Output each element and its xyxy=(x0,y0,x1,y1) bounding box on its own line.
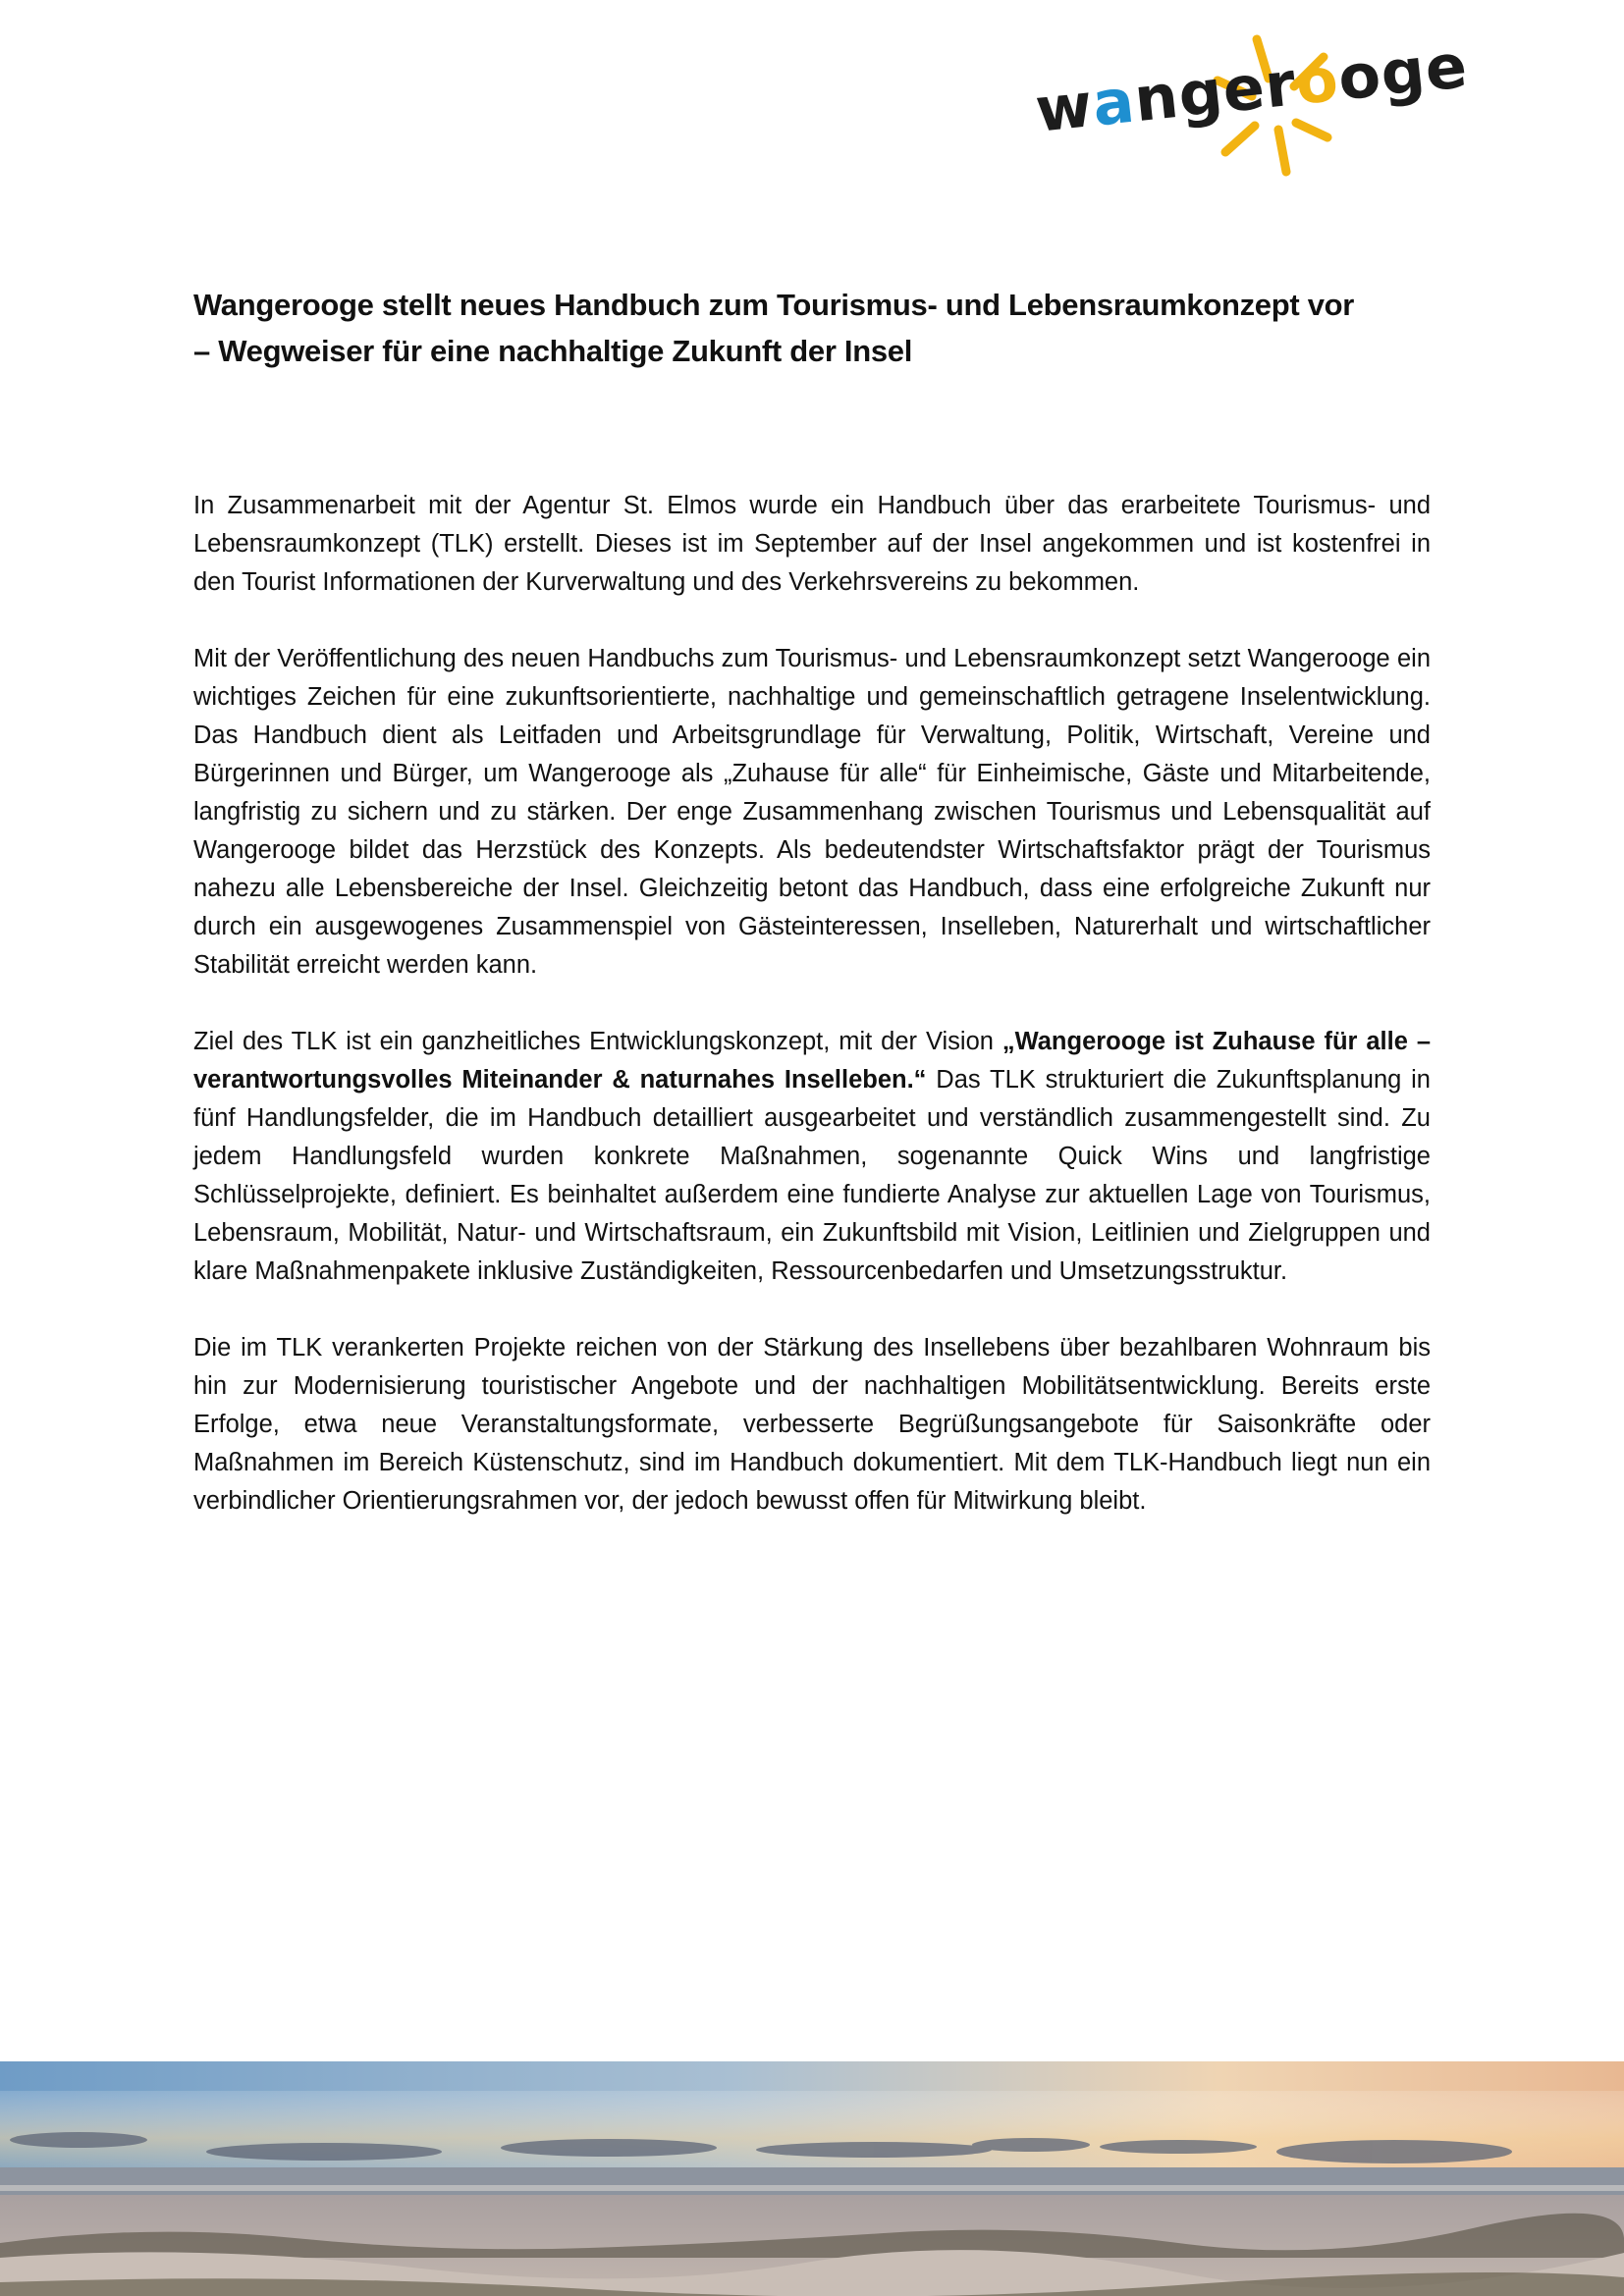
logo-wordmark: wangerooge xyxy=(1032,29,1472,146)
title-line-1: Wangerooge stellt neues Handbuch zum Tourismus- und Lebensraumkonzept vor xyxy=(193,288,1355,322)
page-title xyxy=(193,282,1431,374)
paragraph-vision: Ziel des TLK ist ein ganzheitliches Entwicklungskonzept, mit der Vision „Wangerooge ist Zuhause für alle – verantwortungsvolles Miteinander & naturnahes Inselleben.“ Das TLK strukturiert die Zukunftsplanung in fünf Handlungsfelder, die im Handbuch detailliert ausgearbeitet und verständlich zusammengestellt sind. Zu jedem Handlungsfeld wurden konkrete Maßnahmen, sogenannte Quick Wins und langfristige Schlüsselprojekte, definiert. Es beinhaltet außerdem eine fundierte Analyse zur aktuellen Lage von Tourismus, Lebensraum, Mobilität, Natur- und Wirtschaftsraum, ein Zukunftsbild mit Vision, Leitlinien und Zielgruppen und klare Maßnahmenpakete inklusive Zuständigkeiten, Ressourcenbedarfen und Umsetzungsstruktur. xyxy=(193,1028,1431,1285)
beach-dune-panorama xyxy=(0,2061,1624,2296)
vision-statement: „Wangerooge ist Zuhause für alle – verantwortungsvolles Miteinander & naturnahes Inselleben.“ xyxy=(193,1028,1431,1094)
wave-letter: a xyxy=(1089,64,1139,140)
title-line-2: – Wegweiser für eine nachhaltige Zukunft der Insel xyxy=(193,334,913,368)
article-body xyxy=(193,487,1431,1559)
sun-letter: o xyxy=(1292,42,1343,119)
wangerooge-logo xyxy=(1026,29,1472,185)
paragraph-publication: Mit der Veröffentlichung des neuen Handbuchs zum Tourismus- und Lebensraumkonzept setzt Wangerooge ein wichtiges Zeichen für eine zukunftsorientierte, nachhaltige und gemeinschaftlich getragene Inselentwicklung. Das Handbuch dient als Leitfaden und Arbeitsgrundlage für Verwaltung, Politik, Wirtschaft, Vereine und Bürgerinnen und Bürger, um Wangerooge als „Zuhause für alle“ für Einheimische, Gäste und Mitarbeitende, langfristig zu sichern und zu stärken. Der enge Zusammenhang zwischen Tourismus und Lebensqualität auf Wangerooge bildet das Herzstück des Konzepts. Als bedeutendster Wirtschaftsfaktor prägt der Tourismus nahezu alle Lebensbereiche der Insel. Gleichzeitig betont das Handbuch, dass eine erfolgreiche Zukunft nur durch ein ausgewogenes Zusammenspiel von Gästeinteressen, Inselleben, Naturerhalt und wirtschaftlicher Stabilität erreicht werden kann. xyxy=(193,645,1431,979)
paragraph-intro: In Zusammenarbeit mit der Agentur St. Elmos wurde ein Handbuch über das erarbeitete Tourismus- und Lebensraumkonzept (TLK) erstellt. Dieses ist im September auf der Insel angekommen und ist kostenfrei in den Tourist Informationen der Kurverwaltung und des Verkehrsvereins zu bekommen. xyxy=(193,492,1431,596)
landscape-image xyxy=(0,2061,1624,2296)
paragraph-projects: Die im TLK verankerten Projekte reichen von der Stärkung des Insellebens über bezahlbaren Wohnraum bis hin zur Modernisierung touristischer Angebote und der nachhaltigen Mobilitätsentwicklung. Bereits erste Erfolge, etwa neue Veranstaltungsformate, verbesserte Begrüßungsangebote für Saisonkräfte oder Maßnahmen im Bereich Küstenschutz, sind im Handbuch dokumentiert. Mit dem TLK-Handbuch liegt nun ein verbindlicher Orientierungsrahmen vor, der jedoch bewusst offen für Mitwirkung bleibt. xyxy=(193,1334,1431,1515)
